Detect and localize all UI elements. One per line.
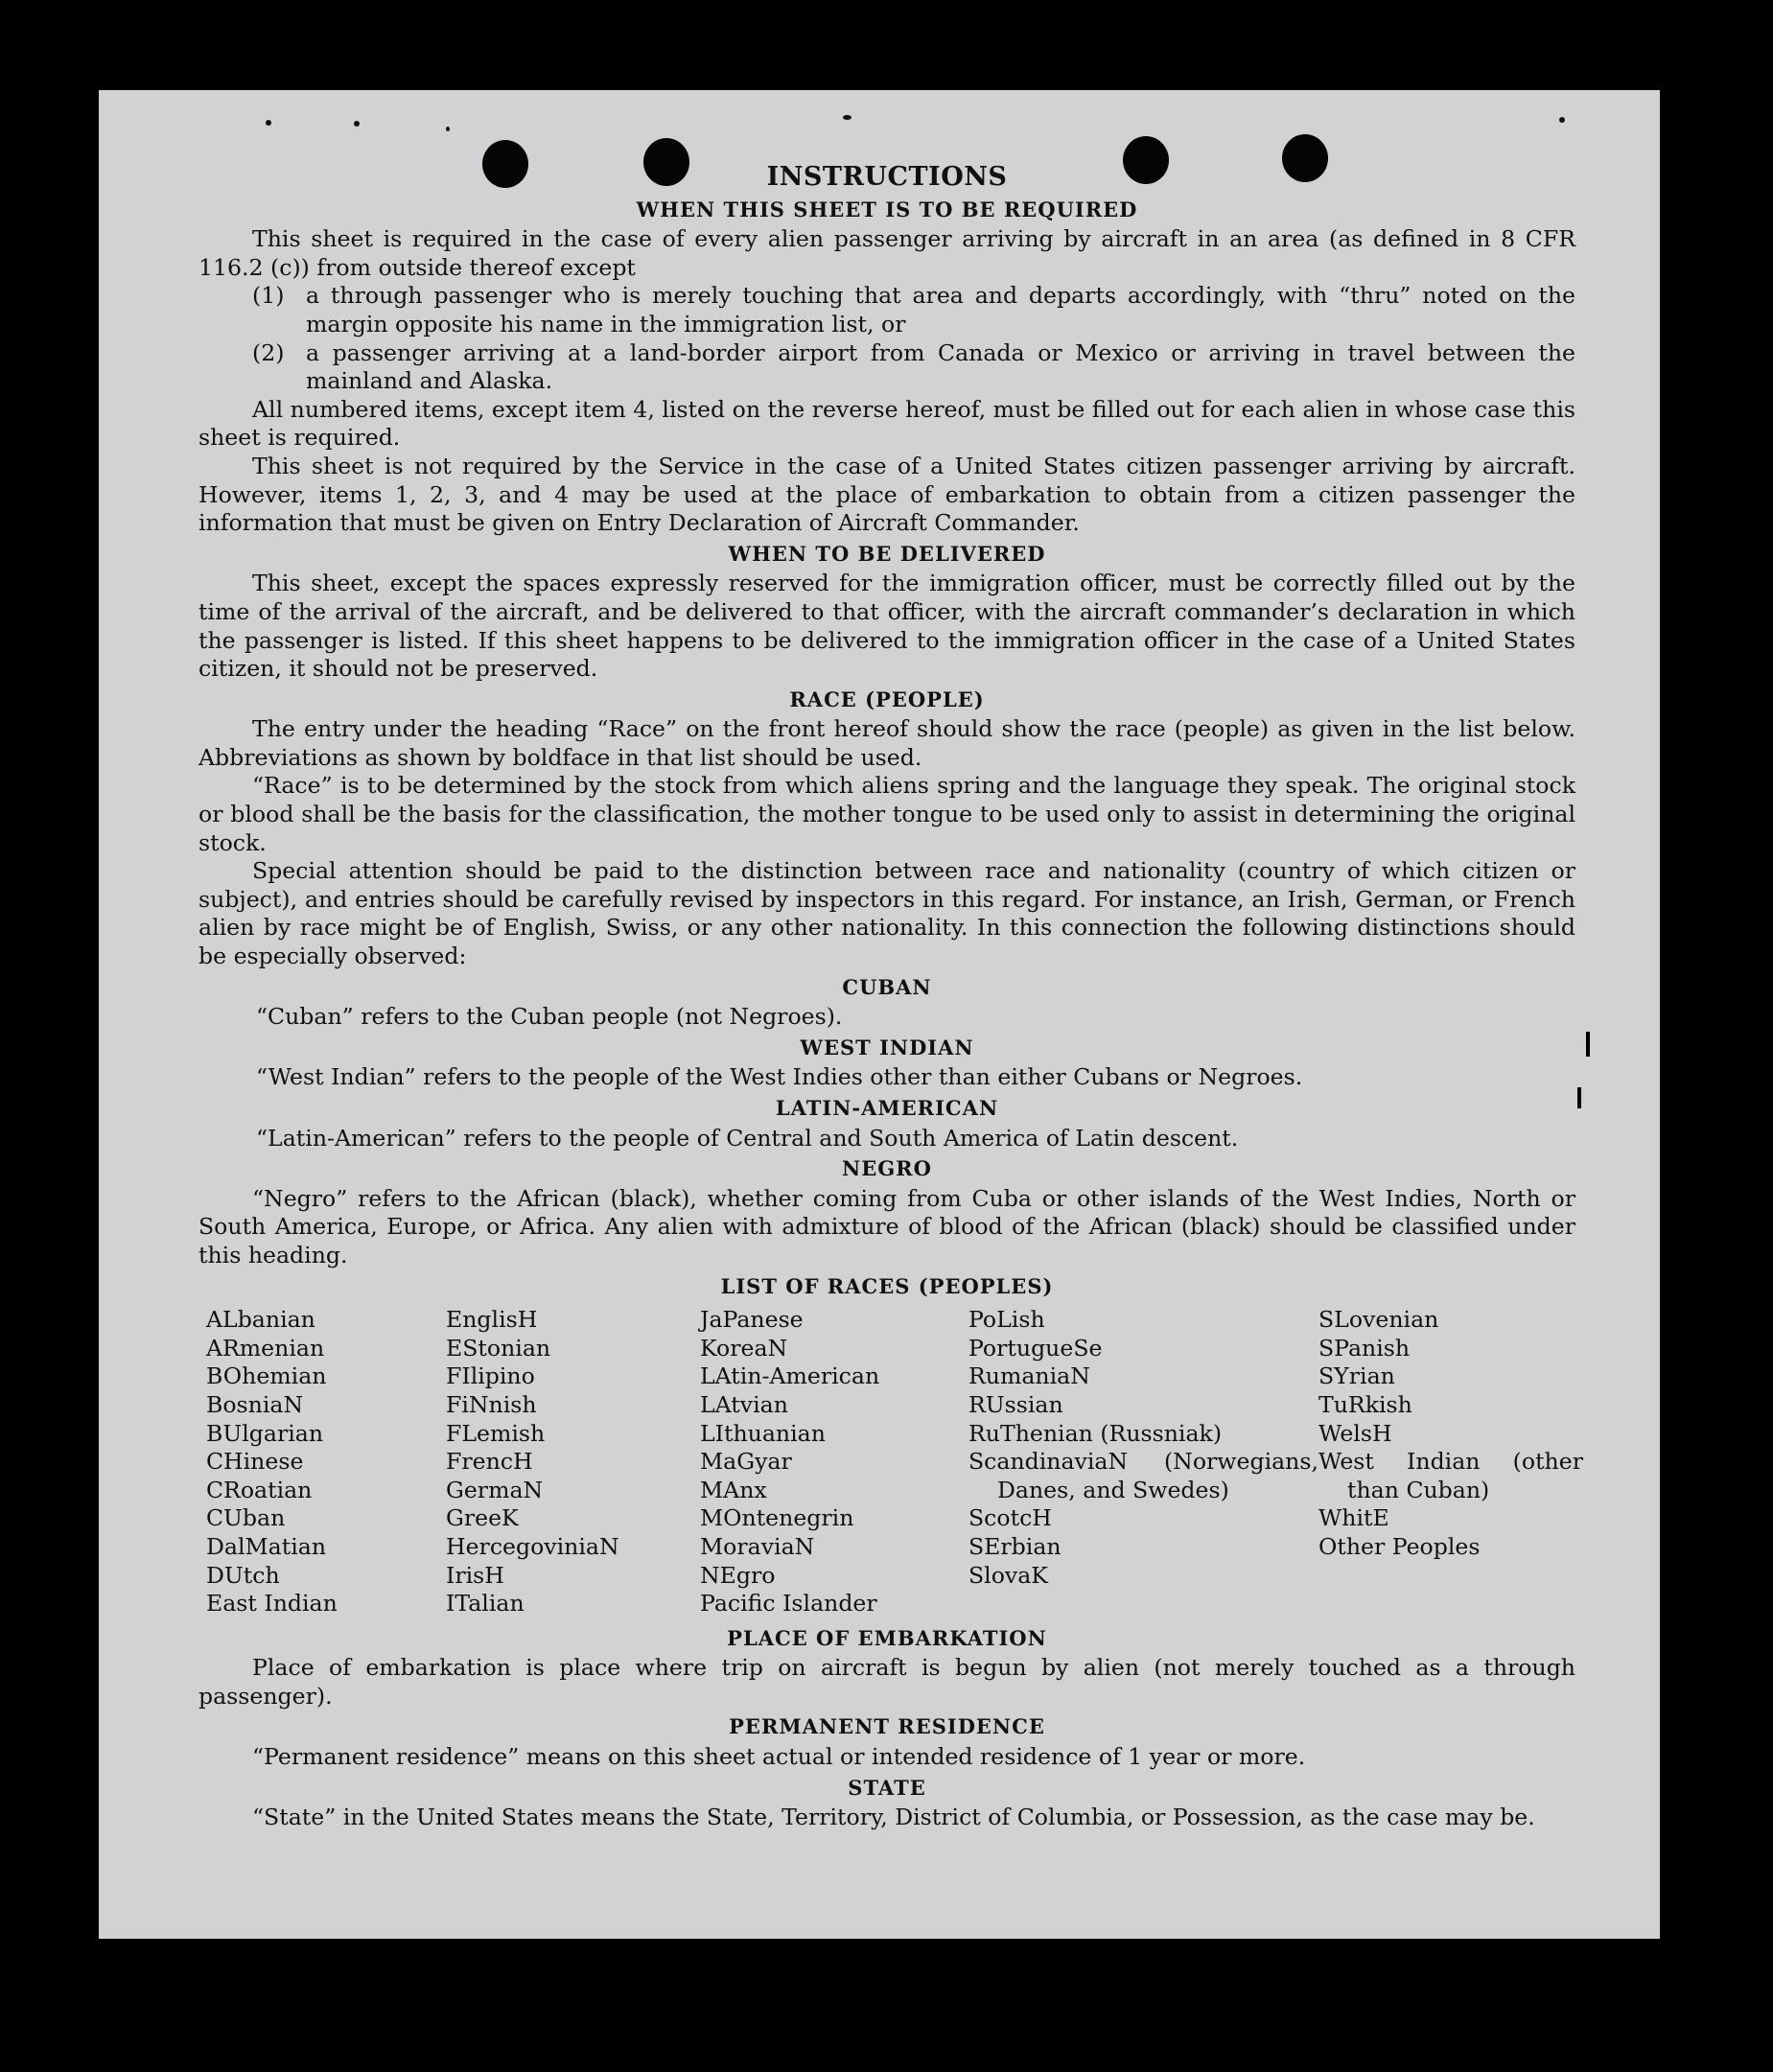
races-column (1318, 1306, 1583, 1618)
race-item: Other Peoples (1318, 1532, 1481, 1560)
race-item: FiNnish (446, 1390, 537, 1418)
section-heading: RACE (PEOPLE) (789, 687, 985, 711)
race-item: ScotcH (968, 1504, 1052, 1532)
race-item: ScandinaviaN (Norwegians, Danes, and Swedes) (968, 1448, 1318, 1503)
race-item: IrisH (446, 1561, 504, 1589)
paragraph: This sheet, except the spaces expressly reserved for the immigration officer, must be correctly filled out by the time of the arrival of the aircraft, and be delivered to that officer, with the aircraft commander’s declaration in which the passenger is listed. If this sheet happens to be delivered to the immigration officer in the case of a United States citizen, it should not be preserved. (198, 570, 1575, 683)
race-item: LAtvian (700, 1390, 788, 1418)
race-item: MoraviaN (700, 1532, 815, 1560)
races-list (206, 1306, 1583, 1618)
race-item: WhitE (1318, 1504, 1389, 1532)
section-heading: LIST OF RACES (PEOPLES) (720, 1273, 1054, 1298)
race-item: TuRkish (1318, 1390, 1412, 1418)
races-column (968, 1306, 1318, 1618)
race-item: MAnx (700, 1476, 767, 1503)
race-item: EnglisH (446, 1306, 538, 1334)
paragraph: “Negro” refers to the African (black), whether coming from Cuba or other islands of the West Indies, North or South America, Europe, or Africa. Any alien with admixture of blood of the African (black) should be classified under this heading. (198, 1184, 1575, 1269)
exception-list (198, 282, 1575, 395)
race-item: KoreaN (700, 1334, 788, 1362)
race-item: PortugueSe (968, 1334, 1103, 1362)
paragraph: The entry under the heading “Race” on the front hereof should show the race (people) as given in the list below. Abbreviations as shown by boldface in that list should be used. (198, 715, 1575, 771)
race-item: RumaniaN (968, 1362, 1090, 1390)
section-heading: WHEN THIS SHEET IS TO BE REQUIRED (636, 197, 1138, 221)
race-item: NEgro (700, 1561, 776, 1589)
race-item: PoLish (968, 1306, 1045, 1334)
race-item: GreeK (446, 1504, 519, 1532)
section-heading: PERMANENT RESIDENCE (729, 1714, 1045, 1739)
item-text: a passenger arriving at a land-border airport from Canada or Mexico or arriving in travel between the mainland and Alaska. (306, 338, 1575, 395)
race-item: CRoatian (206, 1476, 313, 1503)
paragraph: “Race” is to be determined by the stock from which aliens spring and the language they speak. The original stock or blood shall be the basis for the classification, the mother tongue to be used only to assist in determining the original stock. (198, 772, 1575, 856)
paragraph: All numbered items, except item 4, listed on the reverse hereof, must be filled out for each alien in whose case this sheet is required. (198, 395, 1575, 452)
race-item: DUtch (206, 1561, 280, 1589)
list-item (198, 339, 1575, 396)
races-column (700, 1306, 968, 1618)
dust-speck (446, 127, 450, 131)
race-item: FrencH (446, 1448, 533, 1476)
race-item: SLovenian (1318, 1306, 1439, 1334)
race-item: HercegoviniaN (446, 1532, 619, 1560)
paragraph: “State” in the United States means the State, Territory, District of Columbia, or Possession, as the case may be. (252, 1804, 1535, 1831)
definition: “Latin-American” refers to the people of Central and South America of Latin descent. (256, 1124, 1239, 1152)
list-item (198, 282, 1575, 338)
page-title: INSTRUCTIONS (766, 162, 1008, 192)
race-item: ITalian (446, 1590, 525, 1618)
document-sheet (99, 90, 1660, 1939)
margin-mark (1577, 1087, 1581, 1108)
section-heading: WEST INDIAN (800, 1035, 974, 1059)
race-item: SErbian (968, 1532, 1061, 1560)
race-item: EStonian (446, 1334, 551, 1362)
section-heading: STATE (848, 1775, 926, 1800)
definition: “Cuban” refers to the Cuban people (not Negroes). (256, 1003, 843, 1031)
race-item: SPanish (1318, 1334, 1411, 1362)
races-column (446, 1306, 700, 1618)
dust-speck (1559, 117, 1565, 123)
section-heading: CUBAN (842, 974, 932, 999)
race-item: BUlgarian (206, 1419, 324, 1447)
paragraph: Place of embarkation is place where trip on aircraft is begun by alien (not merely touched as a through passenger). (198, 1654, 1575, 1710)
race-item: GermaN (446, 1476, 544, 1503)
section-heading: NEGRO (842, 1156, 932, 1181)
instructions-body (198, 162, 1583, 1832)
item-text: a through passenger who is merely touching that area and departs accordingly, with “thru” noted on the margin opposite his name in the immigration list, or (306, 282, 1575, 338)
race-item: LAtin-American (700, 1362, 880, 1390)
race-item: CUban (206, 1504, 286, 1532)
item-number: (1) (252, 282, 285, 310)
race-item: SYrian (1318, 1362, 1395, 1390)
race-item: CHinese (206, 1448, 304, 1476)
paragraph: This sheet is required in the case of every alien passenger arriving by aircraft in an area (as defined in 8 CFR 116.2 (c)) from outside thereof except (198, 225, 1575, 281)
race-item: FIlipino (446, 1362, 535, 1390)
race-item: MaGyar (700, 1448, 792, 1476)
race-item: BosniaN (206, 1390, 304, 1418)
race-item: WelsH (1318, 1419, 1392, 1447)
dust-speck (843, 115, 852, 120)
race-item: ARmenian (206, 1334, 325, 1362)
race-item: BOhemian (206, 1362, 327, 1390)
margin-mark (1586, 1032, 1590, 1057)
section-heading: LATIN-AMERICAN (775, 1096, 999, 1120)
section-heading: PLACE OF EMBARKATION (727, 1625, 1047, 1650)
races-column (206, 1306, 446, 1618)
section-heading: WHEN TO BE DELIVERED (728, 541, 1046, 566)
item-number: (2) (252, 338, 285, 366)
race-item: East Indian (206, 1590, 338, 1618)
race-item: RUssian (968, 1390, 1063, 1418)
race-item: Pacific Islander (700, 1590, 877, 1618)
race-item: MOntenegrin (700, 1504, 854, 1532)
paragraph: This sheet is not required by the Service in the case of a United States citizen passenger arriving by aircraft. However, items 1, 2, 3, and 4 may be used at the place of embarkation to obtain from a citizen passenger the information that must be given on Entry Declaration of Aircraft Commander. (198, 452, 1575, 537)
race-item: JaPanese (700, 1306, 804, 1334)
race-item: West Indian (other than Cuban) (1318, 1448, 1583, 1503)
dust-speck (354, 121, 360, 127)
race-item: SlovaK (968, 1561, 1048, 1589)
dust-speck (266, 120, 271, 126)
race-item: ALbanian (206, 1306, 315, 1334)
race-item: LIthuanian (700, 1419, 826, 1447)
race-item: DalMatian (206, 1532, 327, 1560)
paragraph: Special attention should be paid to the distinction between race and nationality (country of which citizen or subject), and entries should be carefully revised by inspectors in this regard. For instance, an Irish, German, or French alien by race might be of English, Swiss, or any other nationality. In this connection the following distinctions should be especially observed: (198, 857, 1575, 970)
race-item: RuThenian (Russniak) (968, 1419, 1223, 1447)
definition: “West Indian” refers to the people of the West Indies other than either Cubans or Negroes. (256, 1063, 1303, 1091)
paragraph: “Permanent residence” means on this sheet actual or intended residence of 1 year or more. (252, 1743, 1306, 1771)
race-item: FLemish (446, 1419, 546, 1447)
